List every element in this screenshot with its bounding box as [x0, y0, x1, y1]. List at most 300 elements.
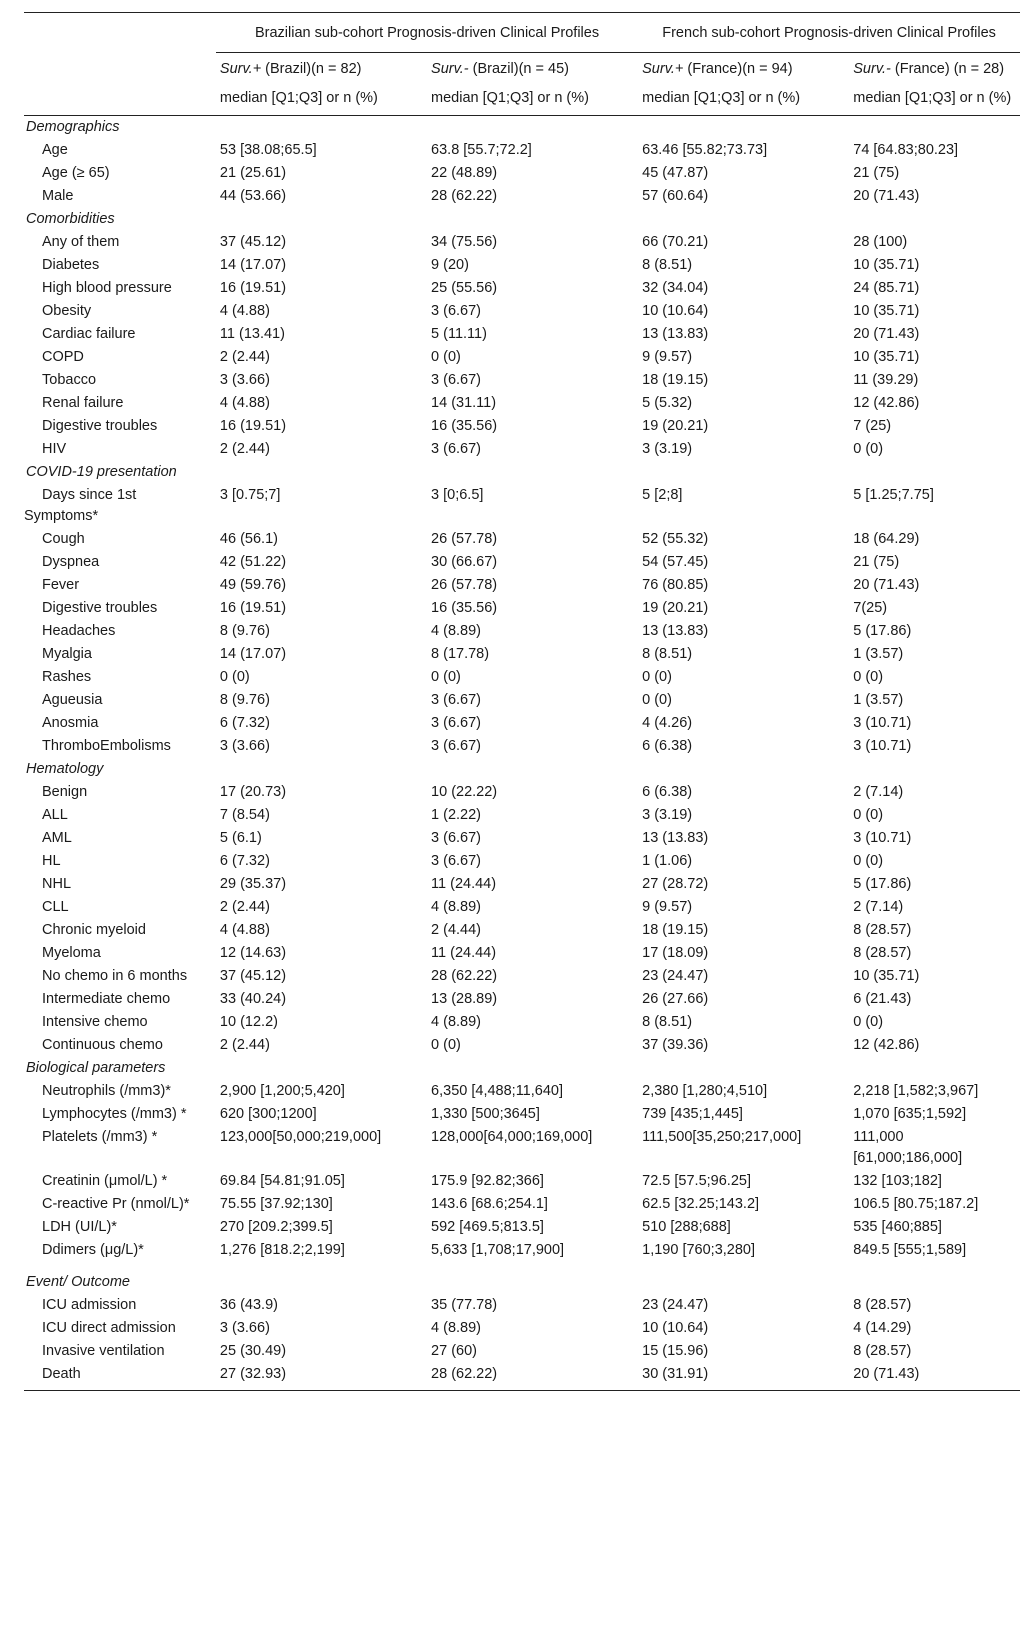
row-label: Myeloma	[42, 945, 101, 961]
empty-cell	[216, 758, 427, 781]
table-row	[24, 1126, 1020, 1170]
value-cell: 45 (47.87)	[642, 165, 709, 181]
value-cell: 16 (35.56)	[431, 418, 498, 434]
section-header-row	[24, 116, 1020, 140]
value-cell: 3 (3.66)	[219, 1320, 270, 1336]
value-cell: 1 (3.57)	[853, 646, 904, 662]
value-cell: 18 (64.29)	[853, 531, 920, 547]
value-cell: 8 (28.57)	[853, 922, 912, 938]
value-cell: 11 (24.44)	[431, 945, 497, 961]
value-cell: 9 (9.57)	[642, 899, 693, 915]
table-row	[24, 346, 1020, 369]
table-row	[24, 988, 1020, 1011]
value-cell: 27 (32.93)	[216, 1363, 427, 1391]
row-label: Dyspnea	[42, 554, 100, 570]
value-cell: 111,000 [61,000;186,000]	[853, 1129, 963, 1166]
value-cell: 10 (35.71)	[853, 257, 920, 273]
value-cell: 33 (40.24)	[219, 991, 287, 1007]
value-cell: 28 (62.22)	[427, 1363, 638, 1391]
value-cell: 0 (0)	[853, 441, 884, 457]
table-row	[24, 139, 1020, 162]
row-label: ThromboEmbolisms	[42, 738, 171, 754]
value-cell: 7 (25)	[853, 418, 892, 434]
table-row	[24, 277, 1020, 300]
row-label: LDH (UI/L)*	[42, 1219, 117, 1235]
value-cell: 29 (35.37)	[219, 876, 287, 892]
value-cell: 19 (20.21)	[642, 600, 709, 616]
value-cell: 3 (3.66)	[219, 372, 270, 388]
value-cell: 21 (75)	[853, 165, 900, 181]
table-row	[24, 1193, 1020, 1216]
row-label: Ddimers (μg/L)*	[42, 1242, 144, 1258]
value-cell: 25 (30.49)	[219, 1343, 287, 1359]
value-cell: 5 (17.86)	[853, 876, 912, 892]
row-label: Digestive troubles	[42, 418, 158, 434]
section-header-row	[24, 758, 1020, 781]
value-cell: 23 (24.47)	[642, 968, 709, 984]
empty-cell	[427, 1057, 638, 1080]
row-label: Digestive troubles	[42, 600, 158, 616]
value-cell: 27 (60)	[431, 1343, 477, 1359]
value-cell: 8 (8.51)	[642, 1014, 693, 1030]
row-label: Renal failure	[42, 395, 124, 411]
value-cell: 8 (9.76)	[219, 692, 270, 708]
empty-cell	[849, 1057, 1020, 1080]
empty-cell	[216, 208, 427, 231]
row-label: Age	[42, 142, 68, 158]
section-header-row	[24, 208, 1020, 231]
value-cell: 143.6 [68.6;254.1]	[431, 1196, 548, 1212]
value-cell: 9 (20)	[431, 257, 469, 273]
value-cell: 7 (8.54)	[219, 807, 270, 823]
section-header-row	[24, 1057, 1020, 1080]
row-label: Creatinin (μmol/L) *	[42, 1173, 168, 1189]
value-cell: 20 (71.43)	[853, 326, 920, 342]
value-cell: 1,070 [635;1,592]	[853, 1106, 967, 1122]
value-cell: 4 (8.89)	[431, 899, 482, 915]
value-cell: 1 (1.06)	[642, 853, 693, 869]
table-row	[24, 712, 1020, 735]
value-cell: 26 (57.78)	[431, 577, 498, 593]
value-cell: 20 (71.43)	[853, 188, 920, 204]
value-cell: 3 (6.67)	[431, 441, 482, 457]
value-cell: 1 (2.22)	[431, 807, 482, 823]
empty-cell	[638, 758, 849, 781]
table-row	[24, 620, 1020, 643]
value-cell: 9 (9.57)	[642, 349, 693, 365]
row-label: Any of them	[42, 234, 120, 250]
value-cell: 5,633 [1,708;17,900]	[431, 1242, 565, 1258]
value-cell: 17 (18.09)	[642, 945, 709, 961]
value-cell: 10 (35.71)	[853, 349, 920, 365]
value-cell: 6 (7.32)	[219, 715, 270, 731]
value-cell: 1,190 [760;3,280]	[642, 1242, 756, 1258]
row-label: Continuous chemo	[42, 1037, 163, 1053]
value-cell: 739 [435;1,445]	[642, 1106, 743, 1122]
section-label: Biological parameters	[26, 1060, 166, 1076]
value-cell: 44 (53.66)	[219, 188, 287, 204]
value-cell: 3 (10.71)	[853, 830, 912, 846]
value-cell: 10 (35.71)	[853, 968, 920, 984]
row-label: ALL	[42, 807, 68, 823]
value-cell: 26 (27.66)	[642, 991, 709, 1007]
column-header-row	[24, 53, 1020, 89]
value-cell: 849.5 [555;1,589]	[853, 1242, 967, 1258]
value-cell: 2 (2.44)	[219, 441, 270, 457]
empty-cell	[638, 1262, 849, 1294]
table-row	[24, 689, 1020, 712]
table-row	[24, 1294, 1020, 1317]
table-row	[24, 1080, 1020, 1103]
row-label: Headaches	[42, 623, 116, 639]
table-row	[24, 1103, 1020, 1126]
empty-cell	[216, 1262, 427, 1294]
value-cell: 5 [1.25;7.75]	[853, 487, 934, 503]
section-label: Demographics	[26, 119, 120, 135]
stat-label: median [Q1;Q3] or n (%)	[427, 88, 638, 116]
row-label: Chronic myeloid	[42, 922, 146, 938]
section-label: Comorbidities	[26, 211, 115, 227]
value-cell: 0 (0)	[642, 669, 672, 685]
row-label: C-reactive Pr (nmol/L)*	[42, 1196, 190, 1212]
table-row	[24, 850, 1020, 873]
value-cell: 14 (31.11)	[431, 395, 497, 411]
value-cell: 592 [469.5;813.5]	[431, 1219, 544, 1235]
value-cell: 8 (8.51)	[642, 257, 693, 273]
value-cell: 52 (55.32)	[642, 531, 709, 547]
value-cell: 11 (24.44)	[431, 876, 497, 892]
value-cell: 72.5 [57.5;96.25]	[642, 1173, 751, 1189]
value-cell: 0 (0)	[853, 807, 884, 823]
empty-cell	[427, 208, 638, 231]
row-label: CLL	[42, 899, 69, 915]
value-cell: 13 (13.83)	[642, 623, 709, 639]
value-cell: 34 (75.56)	[431, 234, 498, 250]
value-cell: 57 (60.64)	[642, 188, 709, 204]
table-row	[24, 597, 1020, 620]
table-row	[24, 254, 1020, 277]
value-cell: 23 (24.47)	[642, 1297, 709, 1313]
value-cell: 15 (15.96)	[642, 1343, 709, 1359]
value-cell: 28 (62.22)	[431, 968, 498, 984]
value-cell: 10 (12.2)	[219, 1014, 278, 1030]
value-cell: 10 (35.71)	[853, 303, 920, 319]
empty-cell	[638, 461, 849, 484]
value-cell: 42 (51.22)	[219, 554, 287, 570]
row-label: COPD	[42, 349, 84, 365]
value-cell: 535 [460;885]	[853, 1219, 942, 1235]
empty-cell	[427, 1262, 638, 1294]
value-cell: 0 (0)	[431, 1037, 461, 1053]
value-cell: 3 (6.67)	[431, 853, 482, 869]
data-table	[24, 12, 1020, 1391]
value-cell: 6,350 [4,488;11,640]	[431, 1083, 563, 1099]
row-label: ICU admission	[42, 1297, 137, 1313]
value-cell: 3 (6.67)	[431, 738, 482, 754]
value-cell: 11 (39.29)	[853, 372, 919, 388]
row-label: HL	[42, 853, 61, 869]
empty-cell	[849, 208, 1020, 231]
value-cell: 111,500[35,250;217,000]	[642, 1129, 802, 1145]
value-cell: 13 (13.83)	[642, 830, 709, 846]
row-label: NHL	[42, 876, 72, 892]
value-cell: 0 (0)	[219, 669, 250, 685]
value-cell: 7(25)	[853, 600, 888, 616]
value-cell: 175.9 [92.82;366]	[431, 1173, 544, 1189]
table-header	[24, 13, 1020, 116]
section-header-row	[24, 1262, 1020, 1294]
value-cell: 0 (0)	[853, 669, 884, 685]
value-cell: 5 (17.86)	[853, 623, 912, 639]
value-cell: 8 (9.76)	[219, 623, 270, 639]
table-row	[24, 873, 1020, 896]
value-cell: 24 (85.71)	[853, 280, 920, 296]
value-cell: 18 (19.15)	[642, 922, 709, 938]
table-row	[24, 369, 1020, 392]
value-cell: 16 (35.56)	[431, 600, 498, 616]
value-cell: 21 (75)	[853, 554, 900, 570]
value-cell: 3 (6.67)	[431, 830, 482, 846]
value-cell: 1,330 [500;3645]	[431, 1106, 540, 1122]
row-label: Invasive ventilation	[42, 1343, 165, 1359]
empty-corner	[24, 23, 216, 53]
value-cell: 4 (14.29)	[853, 1320, 912, 1336]
table-row	[24, 1216, 1020, 1239]
value-cell: 12 (14.63)	[219, 945, 287, 961]
value-cell: 36 (43.9)	[219, 1297, 278, 1313]
section-label: COVID-19 presentation	[26, 464, 177, 480]
value-cell: 132 [103;182]	[853, 1173, 942, 1189]
empty-cell	[638, 1057, 849, 1080]
row-label: Lymphocytes (/mm3) *	[42, 1106, 187, 1122]
value-cell: 10 (10.64)	[642, 303, 709, 319]
row-label: Cough	[42, 531, 85, 547]
empty-cell	[216, 116, 427, 140]
table-row	[24, 484, 1020, 528]
value-cell: 4 (8.89)	[431, 1014, 482, 1030]
value-cell: 4 (4.26)	[642, 715, 693, 731]
value-cell: 18 (19.15)	[642, 372, 709, 388]
table-row	[24, 643, 1020, 666]
row-label: Age (≥ 65)	[42, 165, 110, 181]
row-label: Intermediate chemo	[42, 991, 171, 1007]
table-row	[24, 551, 1020, 574]
row-label: Neutrophils (/mm3)*	[42, 1083, 171, 1099]
table-row	[24, 735, 1020, 758]
value-cell: 46 (56.1)	[219, 531, 278, 547]
value-cell: 4 (4.88)	[219, 395, 270, 411]
stat-label-row	[24, 88, 1020, 116]
value-cell: 16 (19.51)	[219, 280, 287, 296]
value-cell: 4 (4.88)	[219, 303, 270, 319]
value-cell: 128,000[64,000;169,000]	[431, 1129, 593, 1145]
table-row	[24, 528, 1020, 551]
value-cell: 270 [209.2;399.5]	[219, 1219, 333, 1235]
table-row	[24, 942, 1020, 965]
value-cell: 37 (45.12)	[219, 234, 287, 250]
value-cell: 35 (77.78)	[431, 1297, 498, 1313]
empty-cell	[849, 1262, 1020, 1294]
empty-cell	[638, 208, 849, 231]
table-row	[24, 965, 1020, 988]
value-cell: 63.8 [55.7;72.2]	[431, 142, 532, 158]
value-cell: 2,380 [1,280;4,510]	[642, 1083, 768, 1099]
table-row	[24, 666, 1020, 689]
row-label: Agueusia	[42, 692, 103, 708]
value-cell: 106.5 [80.75;187.2]	[853, 1196, 979, 1212]
value-cell: 53 [38.08;65.5]	[219, 142, 317, 158]
empty-cell	[427, 461, 638, 484]
value-cell: 1 (3.57)	[853, 692, 904, 708]
table-row	[24, 415, 1020, 438]
value-cell: 2,900 [1,200;5,420]	[219, 1083, 345, 1099]
row-label: HIV	[42, 441, 67, 457]
value-cell: 49 (59.76)	[219, 577, 287, 593]
value-cell: 510 [288;688]	[642, 1219, 731, 1235]
section-label: Event/ Outcome	[26, 1274, 130, 1290]
value-cell: 3 (3.66)	[219, 738, 270, 754]
empty-cell	[849, 116, 1020, 140]
group-header-row	[24, 23, 1020, 53]
row-label: Rashes	[42, 669, 92, 685]
value-cell: 6 (7.32)	[219, 853, 270, 869]
value-cell: 3 (3.19)	[642, 441, 693, 457]
value-cell: 10 (10.64)	[642, 1320, 709, 1336]
stat-label: median [Q1;Q3] or n (%)	[638, 88, 849, 116]
value-cell: 5 (6.1)	[219, 830, 262, 846]
table-row	[24, 162, 1020, 185]
value-cell: 26 (57.78)	[431, 531, 498, 547]
table-row	[24, 1363, 1020, 1391]
value-cell: 12 (42.86)	[853, 395, 920, 411]
empty-cell	[849, 758, 1020, 781]
value-cell: 8 (28.57)	[853, 1343, 912, 1359]
value-cell: 2 (7.14)	[853, 784, 904, 800]
value-cell: 3 [0;6.5]	[431, 487, 484, 503]
top-rule	[24, 13, 1020, 24]
section-label: Hematology	[26, 761, 104, 777]
value-cell: 2 (7.14)	[853, 899, 904, 915]
value-cell: 0 (0)	[853, 1014, 884, 1030]
value-cell: 11 (13.41)	[219, 326, 285, 342]
value-cell: 10 (22.22)	[431, 784, 498, 800]
value-cell: 75.55 [37.92;130]	[219, 1196, 333, 1212]
value-cell: 28 (100)	[853, 234, 908, 250]
group-header-brazil: Brazilian sub-cohort Prognosis-driven Clinical Profiles	[216, 23, 638, 53]
row-label: Myalgia	[42, 646, 92, 662]
value-cell: 12 (42.86)	[853, 1037, 920, 1053]
column-header: Surv.- (Brazil)(n = 45)	[431, 61, 569, 77]
row-label: High blood pressure	[42, 280, 172, 296]
table-row	[24, 1011, 1020, 1034]
table-body	[24, 116, 1020, 1391]
value-cell: 3 (6.67)	[431, 715, 482, 731]
value-cell: 6 (6.38)	[642, 784, 693, 800]
table-row	[24, 323, 1020, 346]
value-cell: 3 (6.67)	[431, 303, 482, 319]
value-cell: 3 (3.19)	[642, 807, 693, 823]
value-cell: 13 (28.89)	[431, 991, 498, 1007]
table-row	[24, 300, 1020, 323]
empty-cell	[216, 1057, 427, 1080]
value-cell: 3 [0.75;7]	[219, 487, 281, 503]
value-cell: 20 (71.43)	[853, 577, 920, 593]
value-cell: 0 (0)	[853, 853, 884, 869]
value-cell: 4 (8.89)	[431, 1320, 482, 1336]
value-cell: 0 (0)	[642, 692, 672, 708]
value-cell: 63.46 [55.82;73.73]	[642, 142, 768, 158]
empty-corner	[24, 53, 216, 89]
table-row	[24, 1340, 1020, 1363]
value-cell: 6 (6.38)	[642, 738, 693, 754]
value-cell: 74 [64.83;80.23]	[853, 142, 959, 158]
row-label: Intensive chemo	[42, 1014, 148, 1030]
row-label: Diabetes	[42, 257, 100, 273]
stat-label: median [Q1;Q3] or n (%)	[849, 88, 1020, 116]
stat-label: median [Q1;Q3] or n (%)	[216, 88, 427, 116]
value-cell: 28 (62.22)	[431, 188, 498, 204]
value-cell: 2 (2.44)	[219, 349, 270, 365]
table-row	[24, 185, 1020, 208]
section-header-row	[24, 461, 1020, 484]
group-header-france: French sub-cohort Prognosis-driven Clinical Profiles	[638, 23, 1020, 53]
table-row	[24, 438, 1020, 461]
table-row	[24, 1170, 1020, 1193]
empty-cell	[427, 758, 638, 781]
row-label: Male	[42, 188, 74, 204]
row-label: AML	[42, 830, 72, 846]
table-row	[24, 1034, 1020, 1057]
value-cell: 3 (10.71)	[853, 715, 912, 731]
value-cell: 14 (17.07)	[219, 646, 287, 662]
value-cell: 5 (5.32)	[642, 395, 693, 411]
value-cell: 14 (17.07)	[219, 257, 287, 273]
value-cell: 16 (19.51)	[219, 600, 287, 616]
column-header: Surv.- (France) (n = 28)	[853, 61, 1005, 77]
value-cell: 1,276 [818.2;2,199]	[219, 1242, 345, 1258]
value-cell: 5 (11.11)	[431, 326, 487, 342]
row-label: ICU direct admission	[42, 1320, 176, 1336]
value-cell: 16 (19.51)	[219, 418, 287, 434]
row-label: Benign	[42, 784, 88, 800]
row-label: Fever	[42, 577, 80, 593]
row-label: Platelets (/mm3) *	[42, 1129, 158, 1145]
value-cell: 25 (55.56)	[431, 280, 498, 296]
value-cell: 13 (13.83)	[642, 326, 709, 342]
value-cell: 8 (8.51)	[642, 646, 693, 662]
table-row	[24, 781, 1020, 804]
value-cell: 69.84 [54.81;91.05]	[219, 1173, 345, 1189]
empty-cell	[427, 116, 638, 140]
row-label: Anosmia	[42, 715, 99, 731]
table-row	[24, 896, 1020, 919]
value-cell: 66 (70.21)	[642, 234, 709, 250]
value-cell: 19 (20.21)	[642, 418, 709, 434]
table-row	[24, 804, 1020, 827]
table-container	[24, 12, 1020, 1391]
value-cell: 2 (4.44)	[431, 922, 482, 938]
value-cell: 5 [2;8]	[642, 487, 683, 503]
value-cell: 22 (48.89)	[431, 165, 498, 181]
value-cell: 2,218 [1,582;3,967]	[853, 1083, 979, 1099]
value-cell: 2 (2.44)	[219, 899, 270, 915]
value-cell: 0 (0)	[431, 349, 461, 365]
empty-cell	[216, 461, 427, 484]
empty-corner	[24, 88, 216, 116]
value-cell: 4 (8.89)	[431, 623, 482, 639]
value-cell: 2 (2.44)	[219, 1037, 270, 1053]
value-cell: 37 (45.12)	[219, 968, 287, 984]
